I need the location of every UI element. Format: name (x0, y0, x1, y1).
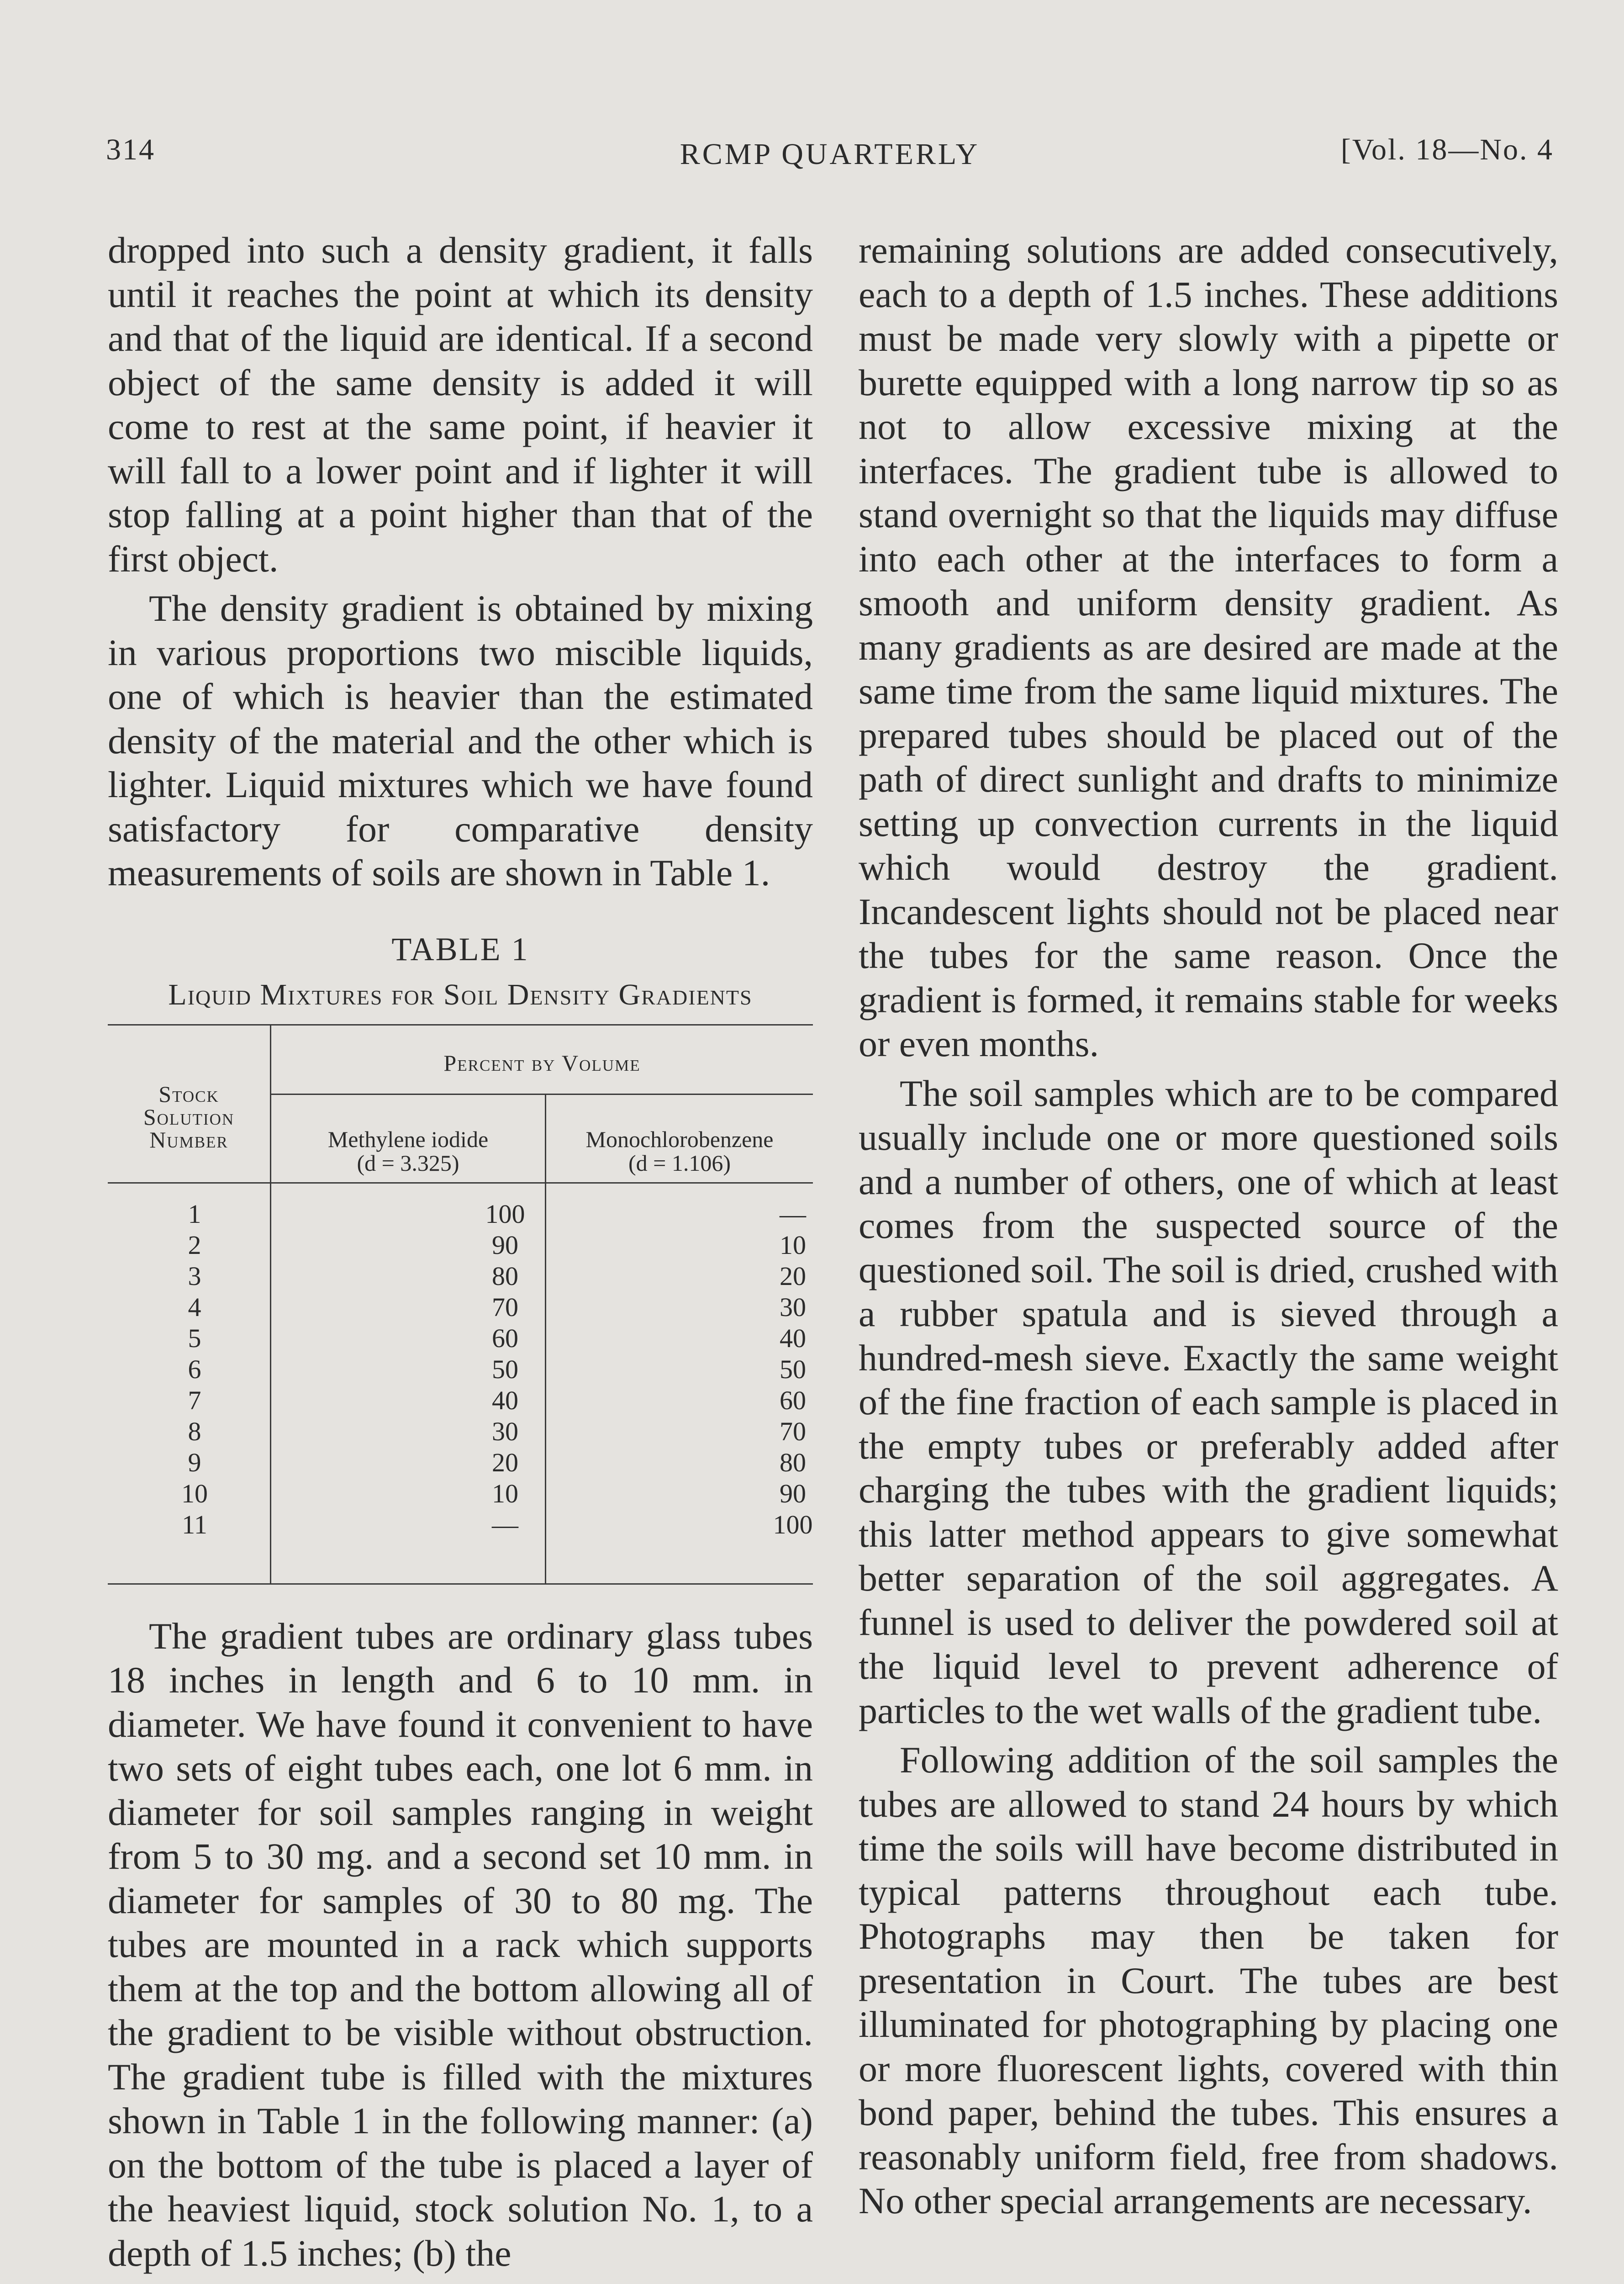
left-paragraph-1: dropped into such a density gradient, it falls until it reaches the point at which its density and that of the liquid are identical. If a second object of the same density is added it will come to rest at the same point, if heavier it will fall to a lower point and if lighter it will stop falling at a point higher than that of the first object. (108, 229, 813, 580)
mono-cell: 70 (780, 1416, 806, 1446)
stock-cell: 6 (188, 1354, 201, 1384)
stock-cell: 9 (188, 1447, 201, 1477)
stock-header-line-2: Solution (143, 1104, 235, 1130)
mono-cell: — (780, 1199, 806, 1229)
table-divider-1 (270, 1024, 271, 1583)
right-paragraph-2: The soil samples which are to be compared usually include one or more questioned soils and a number of others, one of which at least comes from the suspected source of the questioned soil. The soil is dried, crushed with a rubber spatula and is sieved through a hundred-mesh sieve. Exactly the same weight of the fine fraction of each sample is placed in the empty tubes or preferably added after charging the tubes with the gradient liquids; this latter method appears to give somewhat better separation of the soil aggregates. A funnel is used to deliver the powdered soil at the liquid level to prevent adherence of particles to the wet walls of the gradient tube. (859, 1072, 1558, 1731)
mono-cell: 50 (780, 1354, 806, 1384)
mono-cell: 60 (780, 1385, 806, 1415)
right-paragraph-3: Following addition of the soil samples the tubes are allowed to stand 24 hours by which time the soils will have become distributed in typical patterns throughout each tube. Photographs may then be taken for presentation in Court. The tubes are best illuminated for photographing by placing one or more fluorescent lights, covered with thin bond paper, behind the tubes. This ensures a reasonably uniform field, free from shadows. No other special arrangements are necessary. (859, 1739, 1558, 2221)
stock-cell: 2 (188, 1230, 201, 1260)
stock-cell: 1 (188, 1199, 201, 1229)
mono-header (546, 1127, 813, 1175)
methylene-cell: 100 (485, 1199, 525, 1229)
methylene-cell: 80 (492, 1261, 518, 1291)
methylene-cell: 30 (492, 1416, 518, 1446)
mono-cell: 30 (780, 1292, 806, 1322)
methylene-cell: 40 (492, 1385, 518, 1415)
mono-cell: 10 (780, 1230, 806, 1260)
table-number: TABLE 1 (391, 931, 529, 968)
right-paragraph-1: remaining solutions are added consecutively, each to a depth of 1.5 inches. These additions must be made very slowly with a pipette or burette equipped with a long narrow tip so as not to allow excessive mixing at the interfaces. The gradient tube is allowed to stand overnight so that the liquids may diffuse into each other at the interfaces to form a smooth and uniform density gradient. As many gradients as are desired are made at the same time from the same liquid mixtures. The prepared tubes should be placed out of the path of direct sunlight and drafts to minimize setting up convection currents in the liquid which would destroy the gradient. Incandescent lights should not be placed near the tubes for the same reason. Once the gradient is formed, it remains stable for weeks or even months. (859, 229, 1558, 1064)
stock-cell: 7 (188, 1385, 201, 1415)
volume-issue: [Vol. 18—No. 4 (1340, 133, 1554, 166)
mono-cell: 20 (780, 1261, 806, 1291)
stock-header-line-3: Number (149, 1126, 228, 1153)
methylene-header (271, 1127, 545, 1175)
right-column (859, 228, 1558, 2223)
stock-cell: 3 (188, 1261, 201, 1291)
left-column (108, 228, 813, 2275)
methylene-cell: 20 (492, 1447, 518, 1477)
running-head (106, 132, 1554, 174)
methylene-density: (d = 3.325) (357, 1150, 459, 1176)
left-paragraph-2: The density gradient is obtained by mixing in various proportions two miscible liquids, one of which is heavier than the estimated density of the material and the other which is lighter. Liquid mixtures which we have found satisfactory for comparative density measurements of soils are shown in Table 1. (108, 587, 813, 894)
stock-cell: 4 (188, 1292, 201, 1322)
methylene-cell: 60 (492, 1323, 518, 1353)
methylene-cell: 10 (492, 1478, 518, 1508)
mono-cell: 90 (780, 1478, 806, 1508)
methylene-cell: — (492, 1509, 518, 1539)
stock-cell: 11 (182, 1509, 207, 1539)
mono-density: (d = 1.106) (628, 1150, 731, 1176)
methylene-name: Methylene iodide (327, 1126, 489, 1152)
stock-column (172, 1199, 217, 1540)
mono-cell: 100 (773, 1509, 813, 1539)
stock-cell: 5 (188, 1323, 201, 1353)
mono-name: Monochlorobenzene (585, 1126, 774, 1152)
table-top-rule (108, 1024, 813, 1026)
table-percent-rule (271, 1094, 813, 1095)
left-paragraph-3: The gradient tubes are ordinary glass tubes 18 inches in length and 6 to 10 mm. in diameter. We have found it convenient to have two sets of eight tubes each, one lot 6 mm. in diameter for soil samples ranging in weight from 5 to 30 mg. and a second set 10 mm. in diameter for samples of 30 to 80 mg. The tubes are mounted in a rack which supports them at the top and the bottom allowing all of the gradient to be visible without obstruction. The gradient tube is filled with the mixtures shown in Table 1 in the following manner: (a) on the bottom of the tube is placed a layer of the heaviest liquid, stock solution No. 1, to a depth of 1.5 inches; (b) the (108, 1615, 813, 2274)
mono-column (752, 1199, 834, 1540)
stock-header-line-1: Stock (158, 1081, 219, 1107)
stock-cell: 8 (188, 1416, 201, 1446)
methylene-column (464, 1199, 546, 1540)
table-bottom-rule (108, 1583, 813, 1585)
table-caption (108, 927, 813, 1017)
stock-header (108, 1083, 270, 1151)
methylene-cell: 70 (492, 1292, 518, 1322)
mono-cell: 40 (780, 1323, 806, 1353)
page-number: 314 (106, 133, 155, 166)
methylene-cell: 50 (492, 1354, 518, 1384)
journal-title: RCMP QUARTERLY (680, 137, 980, 171)
stock-cell: 10 (181, 1478, 208, 1508)
methylene-cell: 90 (492, 1230, 518, 1260)
percent-header: Percent by Volume (443, 1050, 641, 1076)
density-table (108, 1024, 813, 1585)
table-header-rule (108, 1182, 813, 1184)
mono-cell: 80 (780, 1447, 806, 1477)
table-title: Liquid Mixtures for Soil Density Gradients (168, 978, 753, 1011)
